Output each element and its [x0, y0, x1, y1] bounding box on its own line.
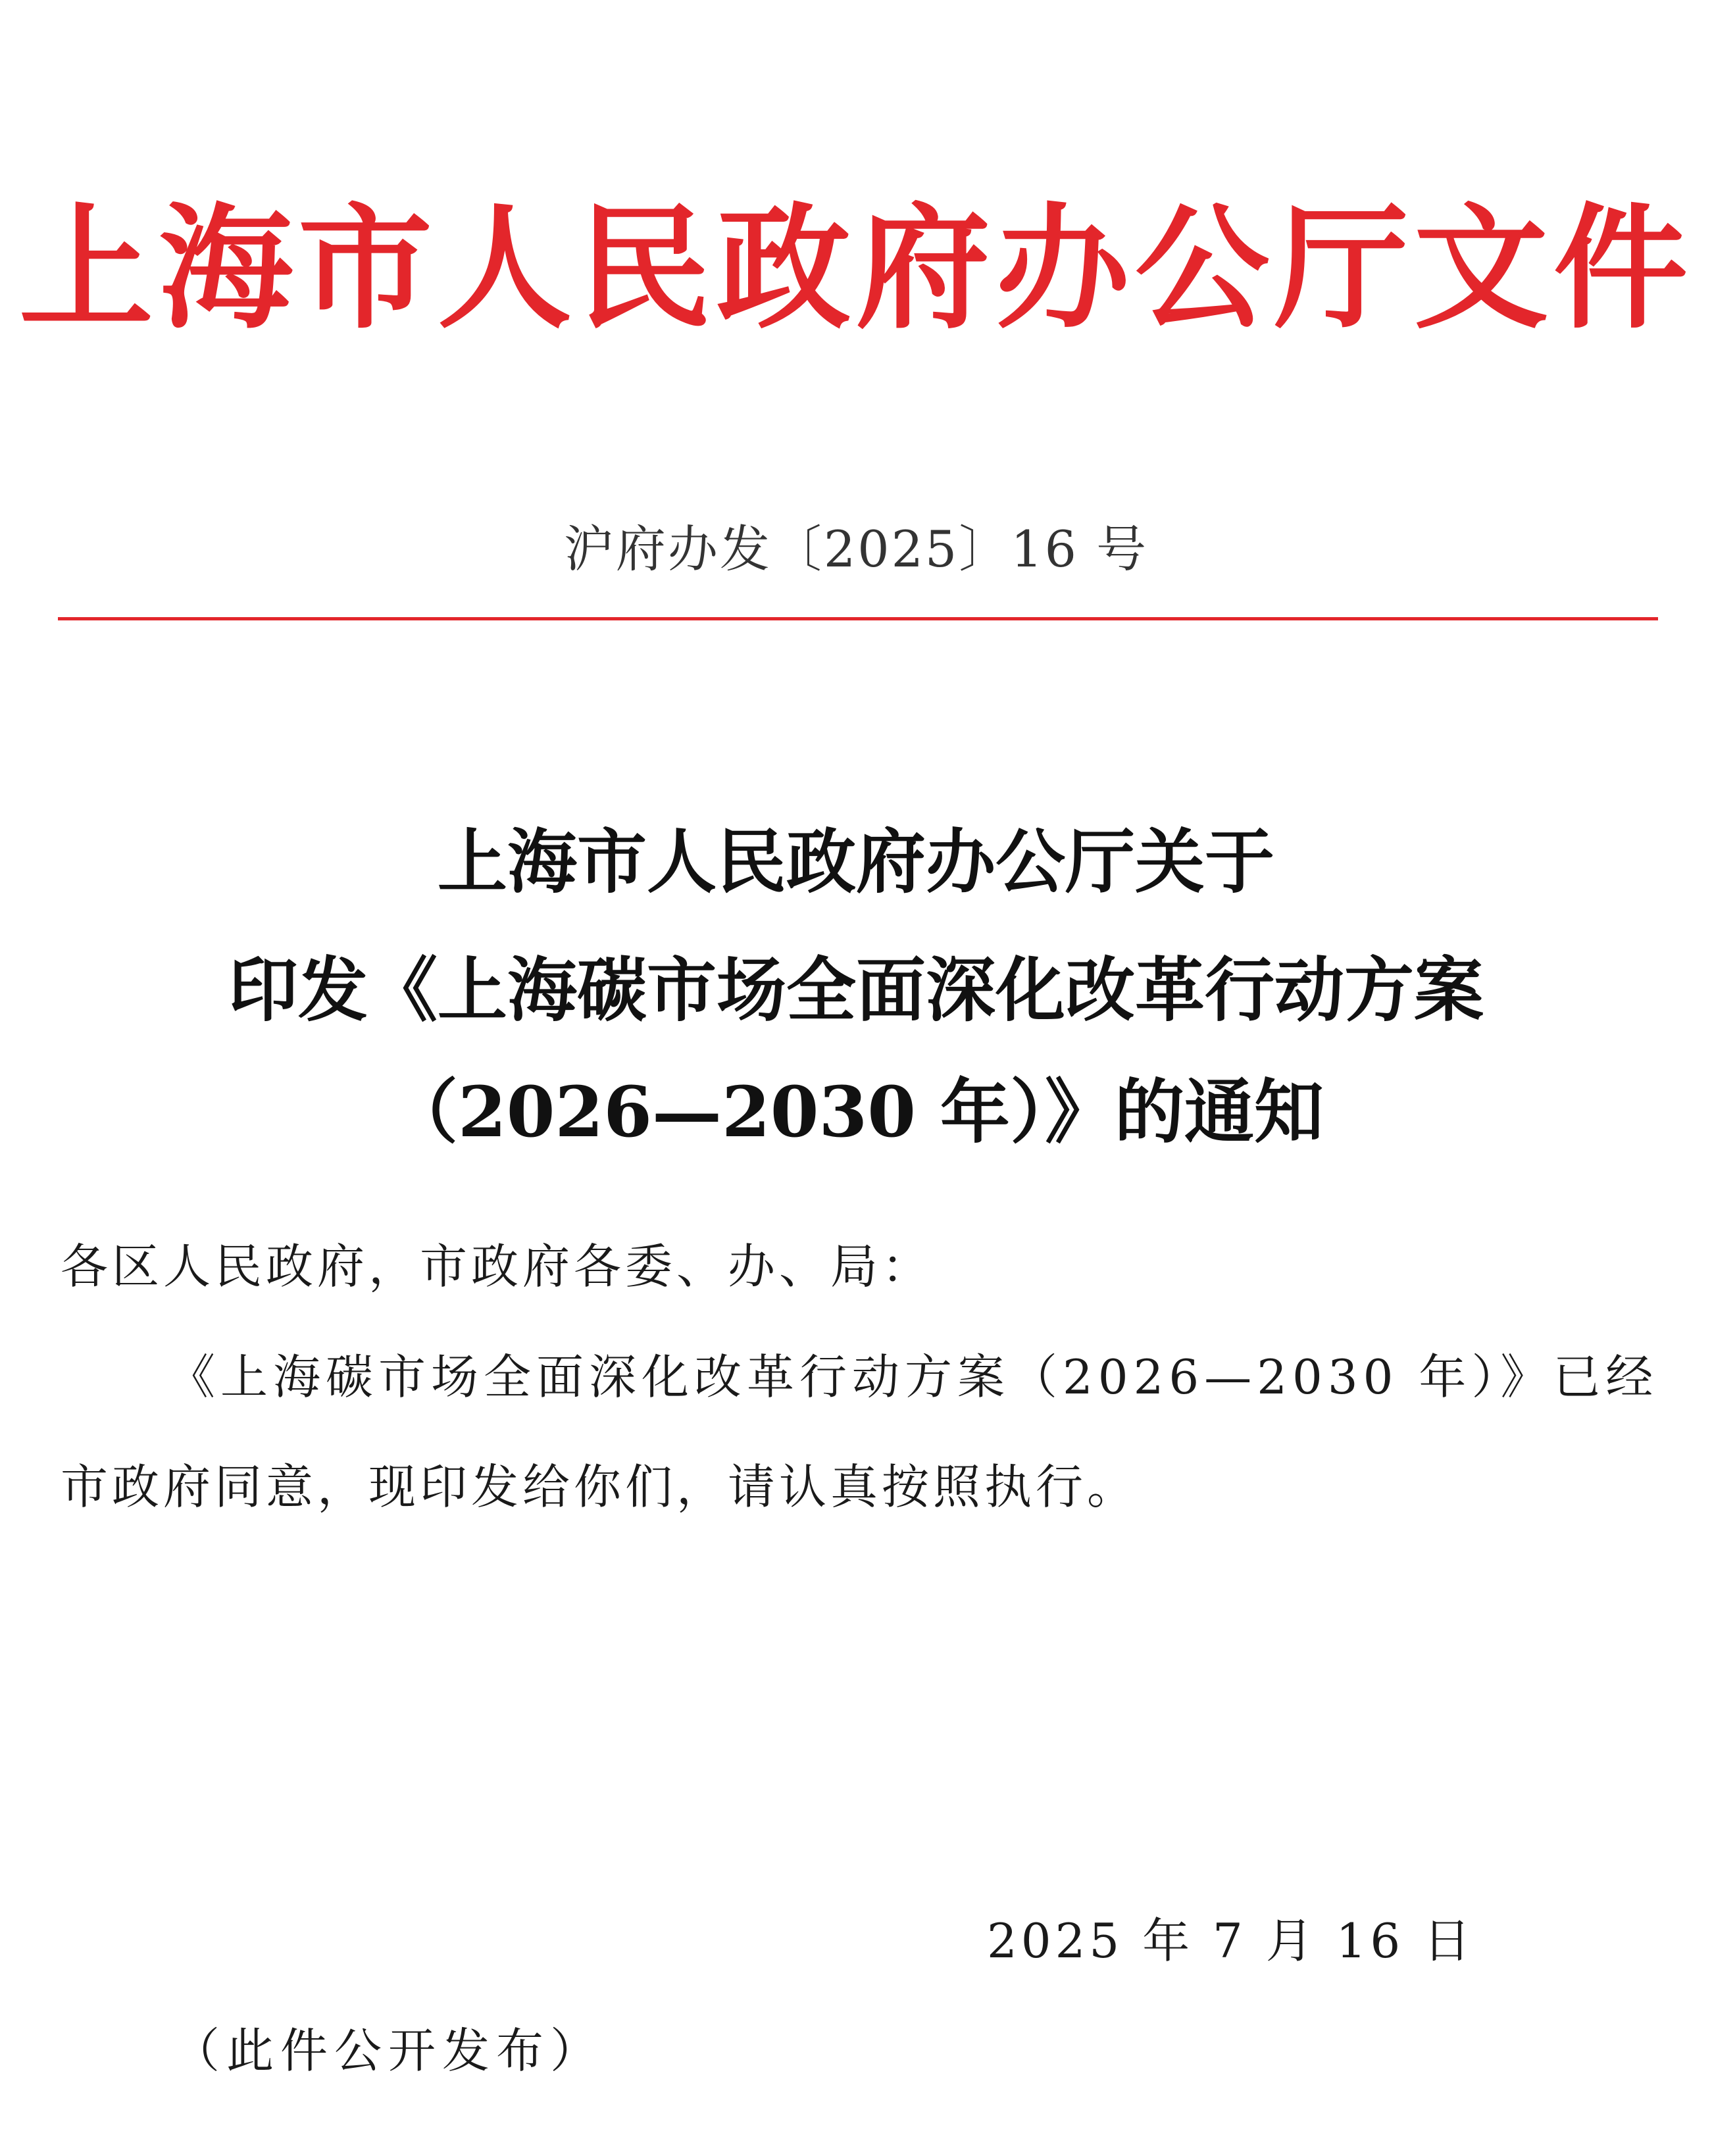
document-masthead: 上海市人民政府办公厅文件 — [19, 191, 1693, 347]
salutation: 各区人民政府，市政府各委、办、局： — [61, 1239, 934, 1294]
issue-date: 2025 年 7 月 16 日 — [987, 1913, 1475, 1968]
document-number: 沪府办发〔2025〕16 号 — [563, 520, 1149, 578]
publish-note: （此件公开发布） — [172, 2023, 605, 2078]
document-title-line-1: 上海市人民政府办公厅关于 — [438, 820, 1274, 903]
document-title-line-3: （2026—2030 年）》的通知 — [388, 1070, 1324, 1153]
body-paragraph-line-1: 《上海碳市场全面深化改革行动方案（2026—2030 年）》已经 — [168, 1349, 1659, 1405]
document-title-line-2: 印发《上海碳市场全面深化改革行动方案 — [228, 949, 1484, 1031]
red-divider-line — [58, 617, 1658, 620]
body-paragraph-line-2: 市政府同意，现印发给你们，请认真按照执行。 — [61, 1459, 1139, 1515]
